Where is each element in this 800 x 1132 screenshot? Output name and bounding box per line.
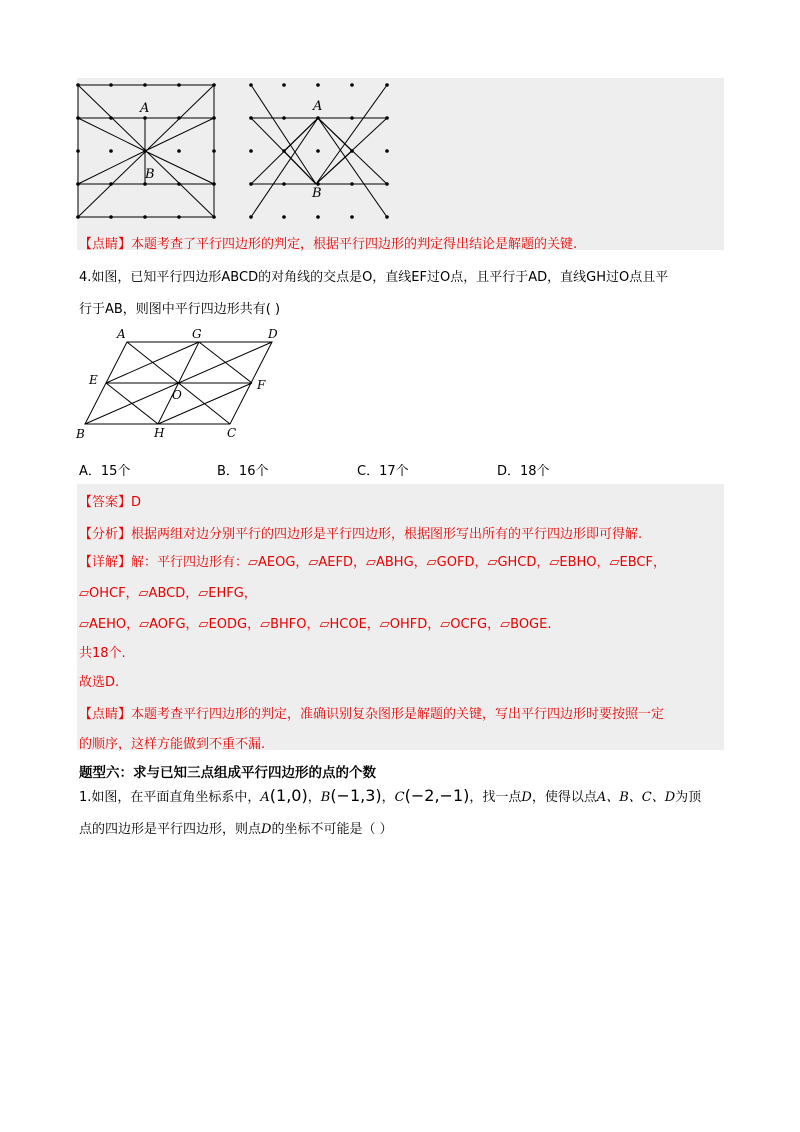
note-2-line-1: 【点睛】本题考查平行四边形的判定，准确识别复杂图形是解题的关键，写出平行四边形时要按照一定 bbox=[79, 707, 665, 722]
q1-text: ，找一点 bbox=[469, 790, 522, 805]
section-title: 题型六：求与已知三点组成平行四边形的点的个数 bbox=[79, 765, 376, 781]
q1-sep: ， bbox=[381, 790, 395, 805]
q4-line-2: 行于AB，则图中平行四边形共有( ) bbox=[79, 302, 281, 317]
option-d[interactable]: D．18个 bbox=[497, 464, 550, 479]
q1-text: ，使得以点 bbox=[531, 790, 597, 805]
total: 共18个. bbox=[79, 646, 126, 661]
q1-point-d: D bbox=[521, 790, 532, 805]
figure-parallelogram bbox=[72, 326, 292, 446]
choose: 故选D. bbox=[79, 675, 120, 690]
fig2-label-b: B bbox=[312, 186, 322, 201]
q1-coord-a: (1,0) bbox=[269, 786, 308, 805]
q4-label-e: E bbox=[89, 373, 98, 387]
q4-line-1: 4.如图，已知平行四边形ABCD的对角线的交点是O，直线EF过O点，且平行于AD，直线GH过O点且平 bbox=[79, 270, 669, 285]
note-2-line-2: 的顺序，这样方能做到不重不漏. bbox=[79, 737, 266, 752]
fig1-label-a: A bbox=[140, 101, 150, 116]
answer: 【答案】D bbox=[79, 495, 142, 510]
detail-line-3: ▱AEHO，▱AOFG，▱EODG，▱BHFO，▱HCOE，▱OHFD，▱OCFG，▱BOGE. bbox=[79, 617, 552, 632]
q4-label-o: O bbox=[172, 388, 182, 402]
q4-label-g: G bbox=[192, 327, 202, 341]
q1-points: A、B、C、D bbox=[596, 790, 676, 805]
q4-label-d: D bbox=[268, 327, 278, 341]
q1-text: 点的四边形是平行四边形，则点 bbox=[79, 822, 262, 837]
q1-line-2 bbox=[79, 818, 393, 837]
q1-point-b: B bbox=[320, 790, 331, 805]
option-c[interactable]: C．17个 bbox=[357, 464, 409, 479]
q1-line-1 bbox=[79, 786, 701, 805]
fig1-label-b: B bbox=[145, 167, 155, 182]
q1-coord-c: (−2,−1) bbox=[404, 786, 470, 805]
q4-label-f: F bbox=[257, 378, 266, 392]
q4-label-a: A bbox=[117, 327, 126, 341]
option-b[interactable]: B．16个 bbox=[217, 464, 269, 479]
q1-text: 的坐标不可能是（ ） bbox=[271, 822, 393, 837]
q4-label-c: C bbox=[227, 426, 237, 440]
q4-label-b: B bbox=[76, 427, 85, 441]
figure-grid-1 bbox=[70, 80, 220, 222]
q1-text: 为顶 bbox=[675, 790, 702, 805]
q1-text: 1.如图，在平面直角坐标系中， bbox=[79, 790, 261, 805]
q1-point-a: A bbox=[260, 790, 270, 805]
q1-point-c: C bbox=[394, 790, 405, 805]
q1-point-d: D bbox=[261, 822, 272, 837]
q4-label-h: H bbox=[154, 426, 165, 440]
analysis: 【分析】根据两组对边分别平行的四边形是平行四边形，根据图形写出所有的平行四边形即可得解. bbox=[79, 527, 643, 542]
note-1: 【点睛】本题考查了平行四边形的判定，根据平行四边形的判定得出结论是解题的关键. bbox=[79, 237, 578, 252]
q1-coord-b: (−1,3) bbox=[330, 786, 382, 805]
q1-sep: ， bbox=[307, 790, 321, 805]
fig2-label-a: A bbox=[313, 99, 323, 114]
detail-line-1: 【详解】解：平行四边形有：▱AEOG，▱AEFD，▱ABHG，▱GOFD，▱GHCD，▱EBHO，▱EBCF， bbox=[79, 555, 666, 570]
detail-line-2: ▱OHCF，▱ABCD，▱EHFG， bbox=[79, 586, 257, 601]
figure-grid-2 bbox=[243, 80, 393, 222]
option-a[interactable]: A．15个 bbox=[79, 464, 131, 479]
